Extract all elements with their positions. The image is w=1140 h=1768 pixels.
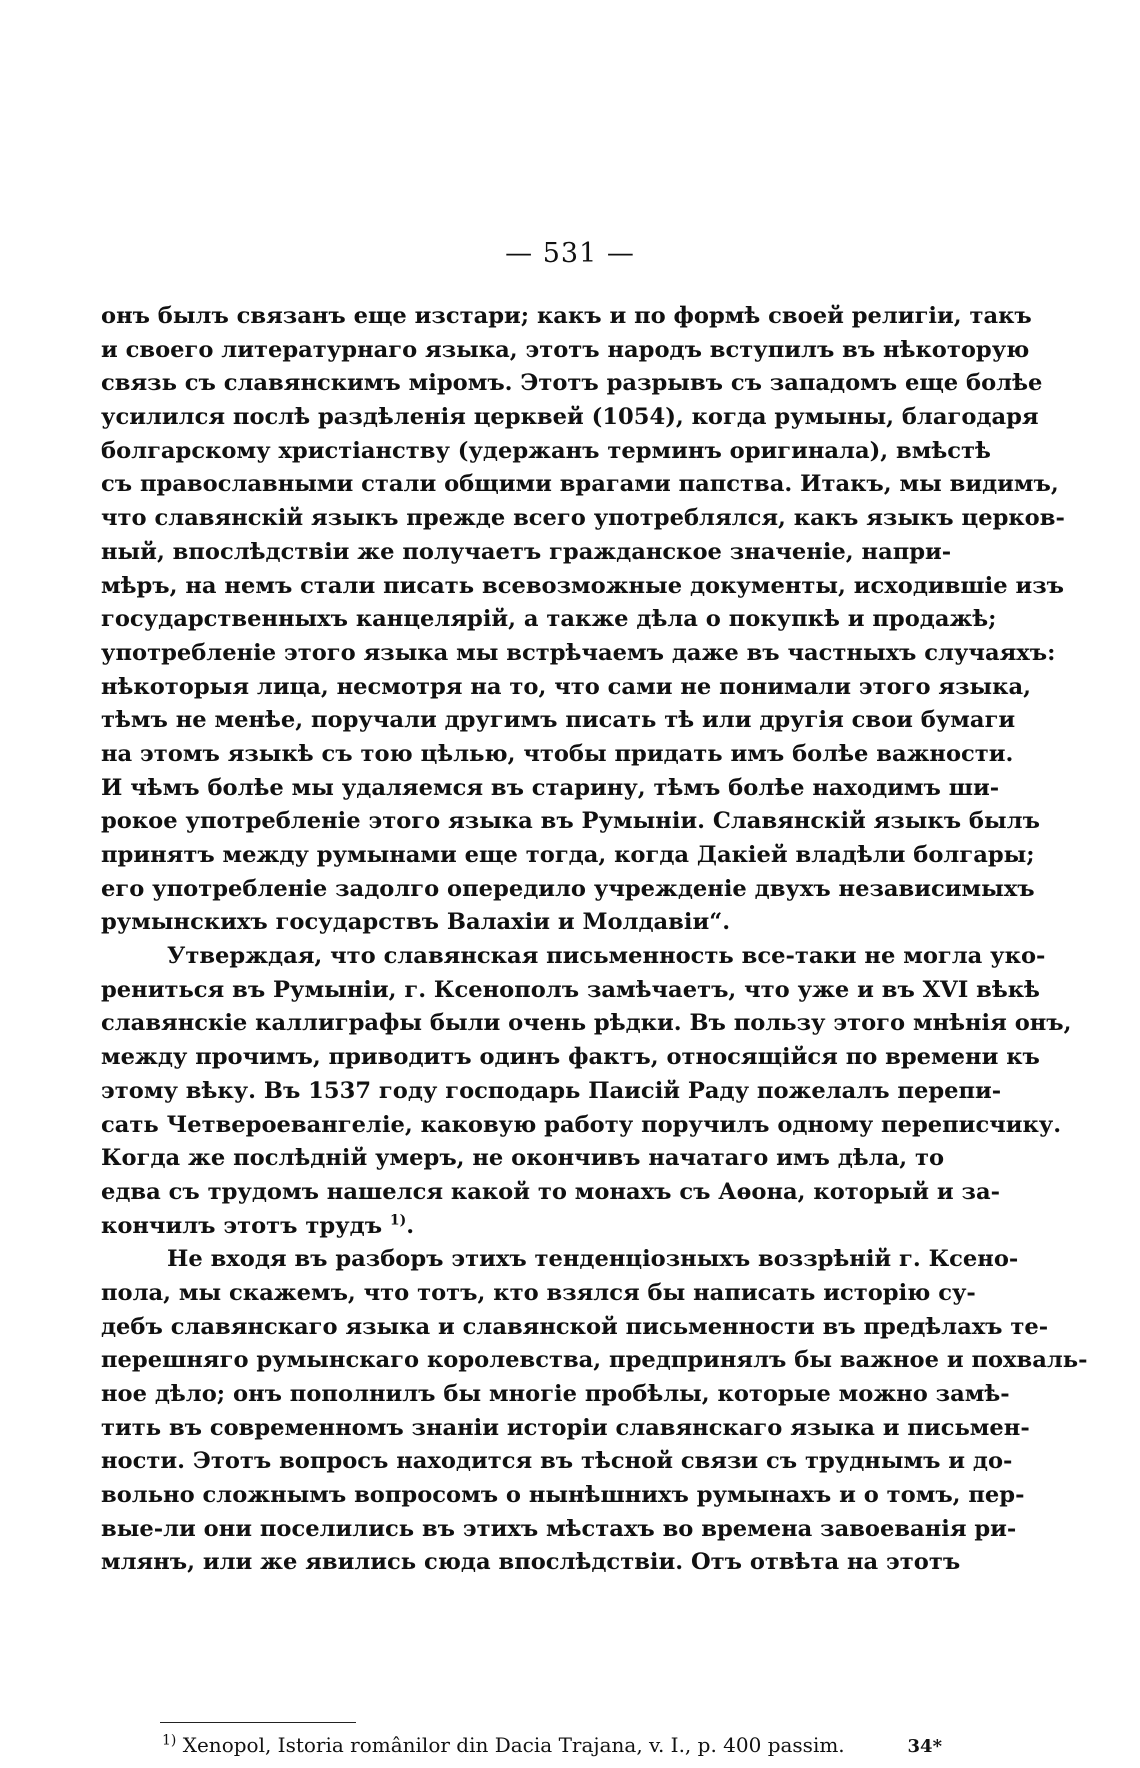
text-line — [101, 805, 1040, 839]
text-line — [101, 1311, 1049, 1345]
text-line-content: ное дѣло; онъ пополнилъ бы многіе пробѣлы, которые можно замѣ- — [101, 1381, 1010, 1407]
text-line — [101, 1176, 1000, 1210]
text-line-content: пола, мы скажемъ, что тотъ, кто взялся бы написать исторію су- — [101, 1279, 976, 1306]
text-line-content: млянъ, или же явились сюда впослѣдствіи. Отъ отвѣта на этотъ — [101, 1549, 961, 1576]
footnote-text: Xenopol, Istoria românilor din Dacia Trajana, v. I., p. 400 passim. — [182, 1733, 845, 1757]
text-line-content: между прочимъ, приводитъ одинъ фактъ, относящійся по времени къ — [101, 1044, 1040, 1071]
text-line-content: государственныхъ канцелярій, а также дѣла о покупкѣ и продажѣ; — [101, 606, 997, 633]
text-line-content: усилился послѣ раздѣленія церквей (1054), когда румыны, благодаря — [101, 404, 1039, 431]
text-line — [101, 873, 1035, 907]
text-line — [101, 536, 952, 570]
text-line — [101, 940, 1046, 974]
text-line-content: нѣкоторыя лица, несмотря на то, что сами не понимали этого языка, — [101, 673, 1032, 700]
text-line — [101, 1007, 1072, 1041]
text-line — [101, 1210, 939, 1244]
text-line-content: Не входя въ разборъ этихъ тенденціозныхъ воззрѣній г. Ксено- — [167, 1246, 1019, 1273]
text-line — [101, 637, 1056, 671]
text-line — [101, 1479, 1025, 1513]
text-line-content: И чѣмъ болѣе мы удаляемся въ старину, тѣмъ болѣе находимъ ши- — [101, 774, 1000, 801]
text-line-content: тѣмъ не менѣе, поручали другимъ писать тѣ или другія свои бумаги — [101, 707, 1016, 734]
text-line-content: что славянскій языкъ прежде всего употреблялся, какъ языкъ церков- — [101, 505, 1065, 532]
text-line — [101, 704, 1016, 738]
page-number: — 531 — — [505, 238, 635, 269]
text-line — [101, 570, 1064, 604]
text-line — [101, 1075, 1002, 1109]
text-line-content: на этомъ языкѣ съ тою цѣлью, чтобы придать имъ болѣе важности. — [101, 740, 1014, 767]
text-line-content: его употребленіе задолго опередило учрежденіе двухъ независимыхъ — [101, 875, 1035, 902]
text-line — [101, 671, 1032, 705]
text-line — [101, 974, 1040, 1008]
text-line — [101, 334, 1030, 368]
text-line-content: сать Четвероевангеліе, каковую работу поручилъ одному переписчику. — [101, 1111, 1062, 1138]
text-line — [101, 300, 1032, 334]
text-line-content: рокое употребленіе этого языка въ Румыніи. Славянскій языкъ былъ — [101, 808, 1040, 835]
text-line — [101, 1378, 1010, 1412]
text-line-content: кончилъ этотъ трудъ — [101, 1212, 383, 1239]
body-text — [101, 300, 1088, 1580]
text-line — [101, 1412, 1030, 1446]
text-line-content: дебъ славянскаго языка и славянской письменности въ предѣлахъ те- — [101, 1313, 1049, 1340]
text-line-content: ности. Этотъ вопросъ находится въ тѣсной связи съ труднымъ и до- — [101, 1448, 1013, 1475]
text-line — [101, 1243, 1019, 1277]
text-line — [101, 603, 997, 637]
text-line-content: связь съ славянскимъ міромъ. Этотъ разрывъ съ западомъ еще болѣе — [101, 370, 1043, 397]
text-line-content: румынскихъ государствъ Валахіи и Молдавіи“. — [101, 909, 731, 936]
text-line-content: Когда же послѣдній умеръ, не окончивъ начатаго имъ дѣла, то — [101, 1145, 945, 1172]
text-line-content: славянскіе каллиграфы были очень рѣдки. Въ пользу этого мнѣнія онъ, — [101, 1010, 1072, 1037]
text-line-content: тить въ современномъ знаніи исторіи славянскаго языка и письмен- — [101, 1414, 1030, 1441]
text-line-content: принятъ между румынами еще тогда, когда Дакіей владѣли болгары; — [101, 842, 1035, 868]
text-line — [101, 367, 1043, 401]
text-line-content: и своего литературнаго языка, этотъ народъ вступилъ въ нѣкоторую — [101, 336, 1030, 363]
text-line — [101, 1142, 945, 1176]
text-line — [101, 1513, 1017, 1547]
text-line-content: вые-ли они поселились въ этихъ мѣстахъ во времена завоеванія ри- — [101, 1515, 1017, 1542]
text-line-content: рениться въ Румыніи, г. Ксенополъ замѣчаетъ, что уже и въ XVI вѣкѣ — [101, 976, 1040, 1003]
text-line-punctuation: . — [406, 1212, 415, 1239]
footnote-divider — [160, 1722, 356, 1723]
footnote — [162, 1733, 845, 1757]
text-line-content: этому вѣку. Въ 1537 году господарь Паисій Раду пожелалъ перепи- — [101, 1077, 1002, 1104]
text-line — [101, 1546, 961, 1580]
footnote-mark: 1) — [162, 1732, 177, 1749]
text-line-content: ный, впослѣдствіи же получаетъ гражданское значеніе, напри- — [101, 538, 952, 565]
footnote-reference: 1) — [389, 1212, 407, 1229]
text-line — [101, 1109, 1062, 1143]
text-line-content: вольно сложнымъ вопросомъ о нынѣшнихъ румынахъ и о томъ, пер- — [101, 1482, 1025, 1509]
text-line-content: перешняго румынскаго королевства, предпринялъ бы важное и похваль- — [101, 1347, 1088, 1374]
text-line-content: болгарскому христіанству (удержанъ терминъ оригинала), вмѣстѣ — [101, 437, 991, 464]
text-line-content: употребленіе этого языка мы встрѣчаемъ даже въ частныхъ случаяхъ: — [101, 639, 1056, 666]
text-line — [101, 435, 991, 469]
signature-mark: 34* — [907, 1736, 942, 1757]
text-line — [101, 1344, 1088, 1378]
text-line — [101, 839, 1035, 873]
text-line — [101, 738, 1014, 772]
text-line — [101, 468, 1059, 502]
text-line-content: съ православными стали общими врагами папства. Итакъ, мы видимъ, — [101, 471, 1059, 498]
text-line — [101, 906, 939, 940]
text-line-content: едва съ трудомъ нашелся какой то монахъ съ Аѳона, который и за- — [101, 1178, 1000, 1205]
text-line-content: Утверждая, что славянская письменность все-таки не могла уко- — [167, 943, 1046, 970]
text-line — [101, 1041, 1040, 1075]
text-line — [101, 772, 1000, 806]
text-line-content: онъ былъ связанъ еще изстари; какъ и по формѣ своей религіи, такъ — [101, 303, 1032, 329]
text-line — [101, 401, 1039, 435]
text-line-content: мѣръ, на немъ стали писать всевозможные документы, исходившіе изъ — [101, 572, 1064, 599]
text-line — [101, 502, 1065, 536]
text-line — [101, 1277, 976, 1311]
text-line — [101, 1445, 1013, 1479]
